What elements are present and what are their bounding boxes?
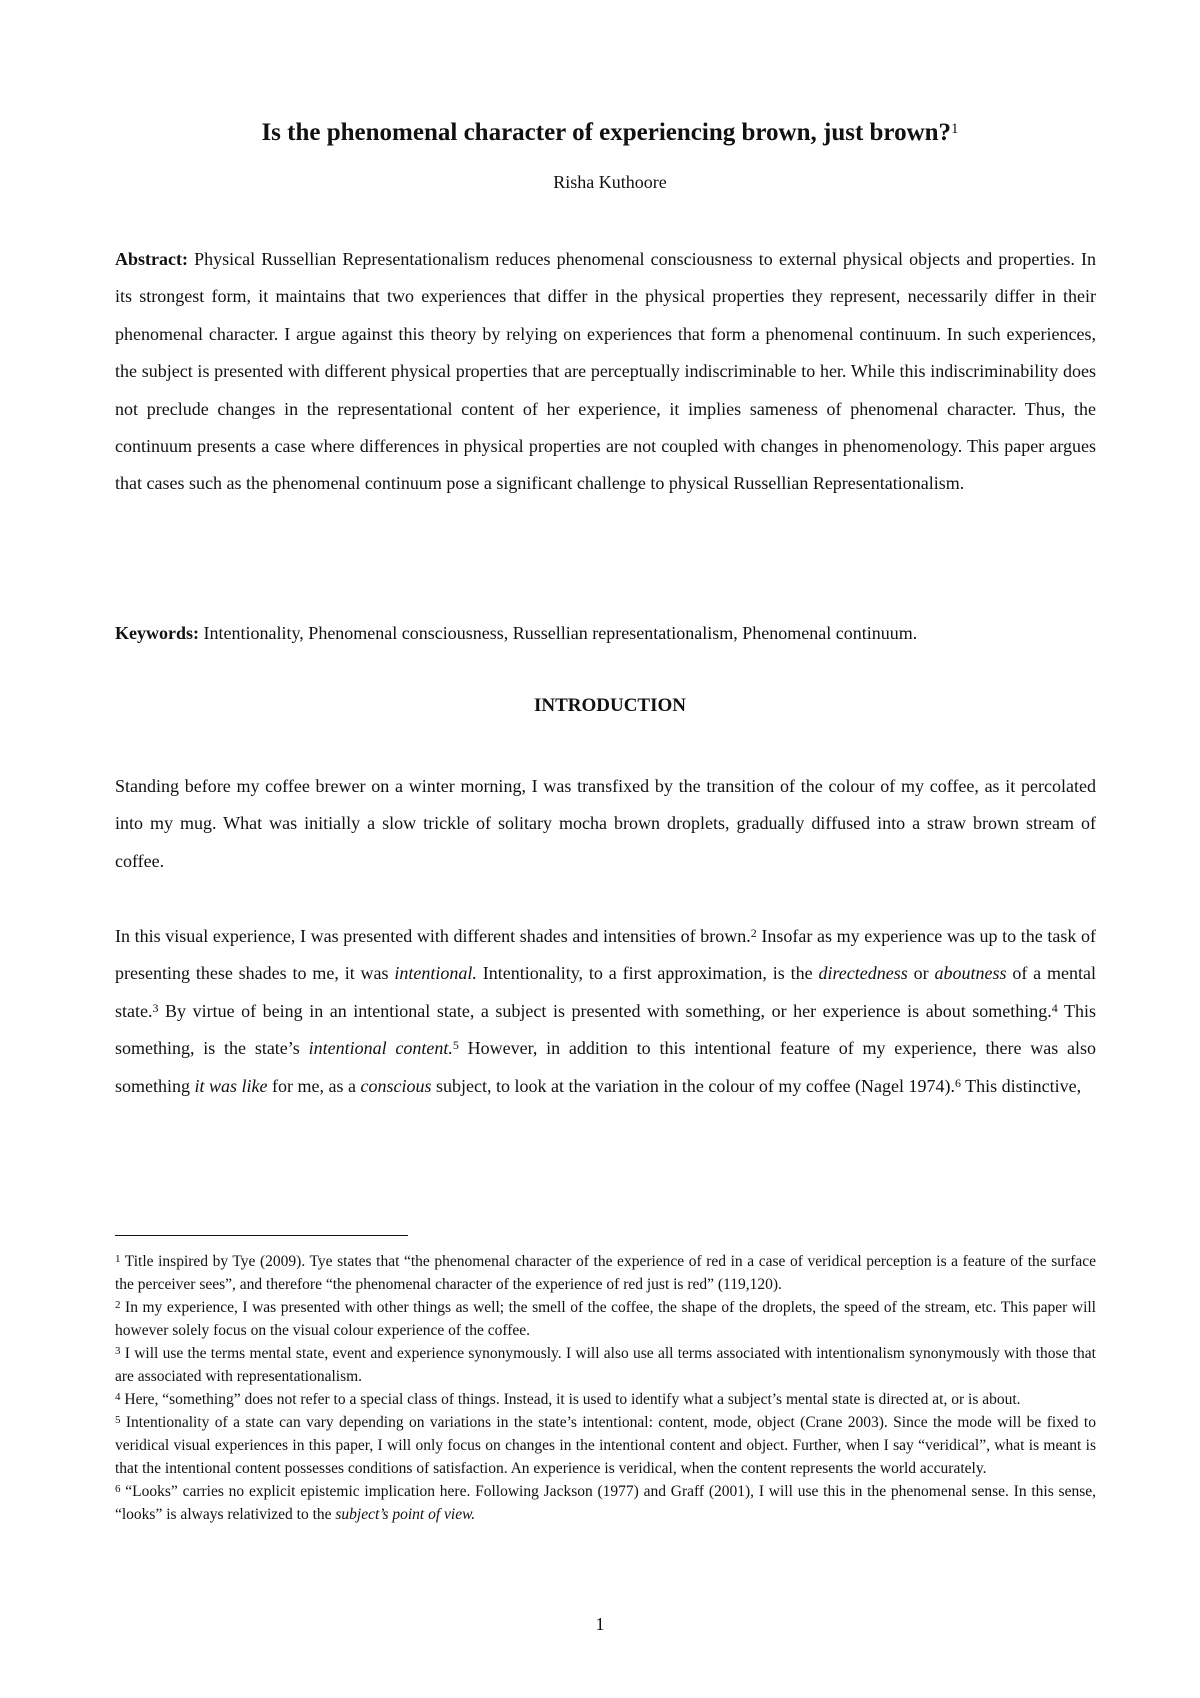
footnote-number: 2 [115,1299,121,1311]
footnote-ref-6[interactable]: 6 [954,1075,961,1090]
footnote-6 [115,1480,1096,1526]
p2-text: subject, to look at the variation in the colour of my coffee (Nagel 1974). [431,1075,955,1096]
footnote-text: Here, “something” does not refer to a special class of things. Instead, it is used to identify what a subject’s mental state is directed at, or is about. [120,1391,1021,1408]
p2-text: This distinctive, [960,1075,1082,1096]
intro-paragraph-2 [115,918,1096,1105]
footnote-ref-4[interactable]: 4 [1051,1000,1058,1015]
p2-text: for me, as a [267,1075,361,1096]
footnote-number: 3 [115,1345,121,1357]
title-footnote-ref[interactable]: 1 [951,121,959,137]
abstract-text: Physical Russellian Representationalism reduces phenomenal consciousness to external physical objects and properties. In its strongest form, it maintains that two experiences that differ in the physical properties they represent, necessarily differ in their phenomenal character. I argue against this theory by relying on experiences that form a phenomenal continuum. In such experiences, the subject is presented with different physical properties that are perceptually indiscriminable to her. While this indiscriminability does not preclude changes in the representational content of her experience, it implies sameness of phenomenal character. Thus, the continuum presents a case where differences in physical properties are not coupled with changes in phenomenology. This paper argues that cases such as the phenomenal continuum pose a significant challenge to physical Russellian Representationalism. [115,249,1096,494]
p2-text: of a mental state. [115,963,1096,1021]
p2-text: Intentionality, to a first approximation, is the [476,963,819,984]
section-heading-introduction: INTRODUCTION [533,695,687,716]
footnote-1 [115,1250,1096,1296]
emphasis-aboutness: aboutness [934,963,1007,984]
p2-text: Insofar as my experience was up to the task of presenting these shades to me, it was [115,926,1096,984]
p2-text: This something, is the state’s [115,1000,1096,1059]
footnote-number: 1 [115,1253,121,1265]
footnote-number: 6 [115,1483,121,1495]
p2-text: In this visual experience, I was presented with different shades and intensities of brown. [115,926,751,946]
abstract-paragraph [115,241,1096,503]
emphasis-conscious: conscious [360,1075,432,1096]
footnote-text: Title inspired by Tye (2009). Tye states that “the phenomenal character of the experience of red in a case of veridical perception is a feature of the surface the perceiver sees”, and therefore “the phenomenal character of the experience of red just is red” (119,120). [115,1253,1096,1293]
footnote-ref-3[interactable]: 3 [152,1000,159,1015]
footnote-number: 5 [115,1414,121,1426]
footnote-text: I will use the terms mental state, event and experience synonymously. I will also use all terms associated with intentionalism synonymously with those that are associated with representationalism. [115,1345,1096,1385]
footnote-separator [115,1235,408,1236]
keywords-text: Intentionality, Phenomenal consciousness, Russellian representationalism, Phenomenal continuum. [203,623,918,643]
footnote-text: In my experience, I was presented with other things as well; the smell of the coffee, the shape of the droplets, the speed of the stream, etc. This paper will however solely focus on the visual colour experience of the coffee. [115,1299,1096,1339]
p2-text: However, in addition to this intentional feature of my experience, there was also something [115,1038,1096,1096]
page-number: 1 [595,1614,605,1634]
keywords-label: Keywords: [115,623,199,643]
intro-paragraph-1: Standing before my coffee brewer on a winter morning, I was transfixed by the transition of the colour of my coffee, as it percolated into my mug. What was initially a slow trickle of solitary mocha brown droplets, gradually diffused into a straw brown stream of coffee. [115,776,1096,871]
footnote-text: Intentionality of a state can vary depending on variations in the state’s intentional: content, mode, object (Crane 2003). Since the mode will be fixed to veridical visual experiences in this paper, I will only focus on changes in the intentional content and object. Further, when I say “veridical”, what is meant is that the intentional content possesses conditions of satisfaction. An experience is veridical, when the content represents the world accurately. [115,1414,1096,1477]
p2-text: By virtue of being in an intentional state, a subject is presented with something, or her experience is about something. [158,1000,1052,1021]
footnote-5 [115,1411,1096,1480]
emphasis-intentional-content: intentional content. [308,1038,453,1059]
paper-title [115,118,1105,148]
footnote-ref-2[interactable]: 2 [750,926,757,940]
emphasis-point-of-view: subject’s point of view. [335,1506,476,1523]
footnote-4 [115,1388,1096,1411]
p2-text: or [907,963,935,984]
footnotes-section [115,1250,1096,1526]
emphasis-it-was-like: it was like [194,1075,268,1096]
footnote-2 [115,1296,1096,1342]
abstract-label: Abstract: [115,249,188,269]
footnote-number: 4 [115,1391,121,1403]
author-name: Risha Kuthoore [553,172,667,192]
footnote-text: “Looks” carries no explicit epistemic implication here. Following Jackson (1977) and Graff (2001), I will use this in the phenomenal sense. In this sense, “looks” is always relativized to the [115,1483,1096,1523]
emphasis-intentional: intentional. [394,963,477,984]
title-text: Is the phenomenal character of experiencing brown, just brown? [261,119,952,146]
keywords-line [115,620,1096,646]
emphasis-directedness: directedness [818,963,908,984]
footnote-3 [115,1342,1096,1388]
footnote-ref-5[interactable]: 5 [452,1038,459,1053]
